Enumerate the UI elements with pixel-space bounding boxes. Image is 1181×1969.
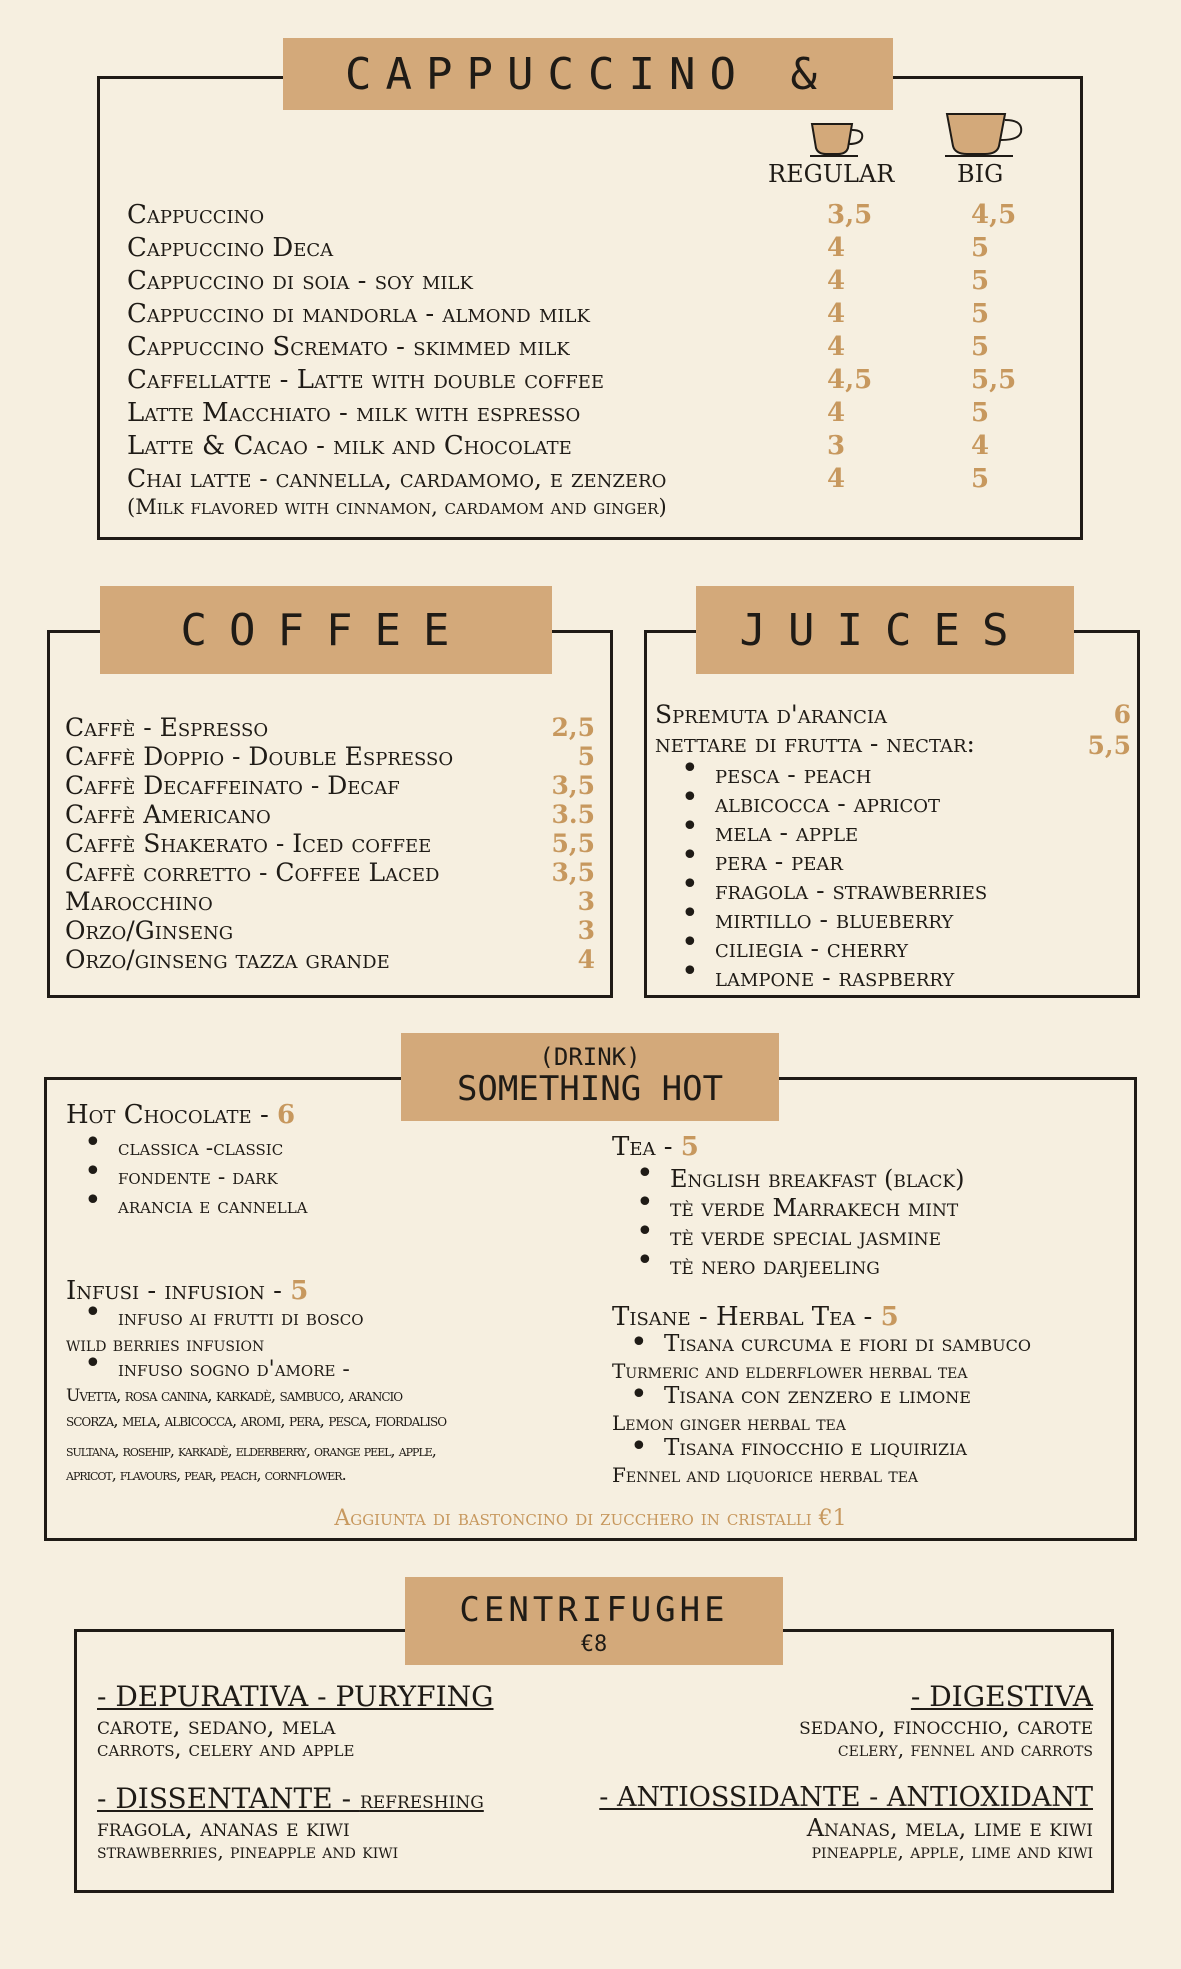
list-item: • tè verde special jasmine [670, 1223, 964, 1252]
list-item: Cappuccino di mandorla - almond milk [127, 299, 590, 329]
hot-chocolate-price: 6 [277, 1100, 296, 1130]
list-item: Cappuccino Deca [127, 233, 334, 263]
infusi-ingredients-it-2: scorza, mela, albicocca, aromi, pera, pesca, fiordaliso [66, 1411, 447, 1431]
centrifuga-ingredients-en: celery, fennel and carrots [837, 1737, 1093, 1761]
list-item: • lampone - raspberry [715, 963, 987, 992]
big-price: 5 [971, 233, 990, 263]
tisane-label: Tisane - Herbal Tea - 5 [612, 1302, 899, 1332]
list-item: Cappuccino [127, 200, 265, 230]
regular-price: 4 [827, 266, 846, 296]
list-item: • pera - pear [715, 847, 987, 876]
chai-note: (Milk flavored with cinnamon, cardamom and ginger) [127, 495, 667, 519]
tea-list [670, 1165, 964, 1281]
centrifughe-header [405, 1577, 783, 1665]
list-item: • albicocca - apricot [715, 789, 987, 818]
coffee-price: 5 [577, 742, 595, 771]
hot-chocolate-list [118, 1134, 308, 1221]
list-item: • pesca - peach [715, 760, 987, 789]
infusi-ingredients-it-1: Uvetta, rosa canina, karkadè, sambuco, arancio [66, 1386, 403, 1406]
hot-header-small: (DRINK) [539, 1043, 641, 1071]
regular-price: 4 [827, 398, 846, 428]
centrifuga-title: - DISSENTANTE - refreshing [97, 1782, 484, 1815]
list-item: Marocchino [65, 887, 213, 916]
regular-price: 4 [827, 233, 846, 263]
hot-header [401, 1033, 779, 1121]
infusi-item1-en: wild berries infusion [66, 1332, 265, 1356]
spremuta-price: 6 [1113, 700, 1131, 729]
centrifuga-ingredients-en: carrots, celery and apple [97, 1737, 355, 1762]
regular-price: 4 [827, 299, 846, 329]
centrifughe-price: €8 [580, 1632, 608, 1657]
nettare-label: nettare di frutta - nectar: [655, 729, 975, 758]
hot-header-title: SOMETHING HOT [456, 1069, 724, 1109]
list-item: • infuso ai frutti di bosco [118, 1306, 364, 1332]
tea-label: Tea - 5 [612, 1132, 699, 1162]
big-price: 5 [971, 398, 990, 428]
spremuta-label: Spremuta d'arancia [655, 700, 887, 729]
list-item: • fondente - dark [118, 1163, 308, 1192]
coffee-price: 3,5 [551, 771, 595, 800]
coffee-price: 5,5 [551, 829, 595, 858]
infusi-ingredients-en-2: apricot, flavours, pear, peach, cornflower. [66, 1465, 346, 1484]
big-price: 5 [971, 299, 990, 329]
list-item: Latte & Cacao - milk and Chocolate [127, 431, 572, 461]
big-price: 4,5 [971, 200, 1017, 230]
big-price: 5 [971, 332, 990, 362]
list-item: Caffè Americano [65, 800, 271, 829]
regular-price: 3 [827, 431, 846, 461]
list-item: • tè verde Marrakech mint [670, 1194, 964, 1223]
list-item: • Tisana curcuma e fiori di sambuco [664, 1331, 1031, 1357]
centrifuga-ingredients-it: carote, sedano, mela [97, 1712, 336, 1740]
coffee-price: 2,5 [551, 713, 595, 742]
centrifuga-ingredients-it: sedano, finocchio, carote [799, 1712, 1093, 1740]
coffee-price: 3 [577, 887, 595, 916]
big-price: 5 [971, 464, 990, 494]
big-cup-icon [943, 108, 1027, 158]
hot-chocolate-label: Hot Chocolate - 6 [66, 1100, 296, 1130]
juices-header: JUICES [696, 586, 1074, 674]
list-item: • infuso sogno d'amore - [118, 1357, 350, 1383]
tisane-list-1 [664, 1331, 1031, 1357]
regular-price: 4,5 [827, 365, 873, 395]
infusi-list-1 [118, 1306, 364, 1332]
col-regular-label: REGULAR [768, 160, 895, 188]
list-item: Caffè Decaffeinato - Decaf [65, 771, 400, 800]
regular-price: 3,5 [827, 200, 873, 230]
list-item: Cappuccino Scremato - skimmed milk [127, 332, 570, 362]
col-big-label: BIG [957, 160, 1004, 188]
list-item: Caffè - Espresso [65, 713, 269, 742]
regular-cup-icon [808, 118, 870, 158]
centrifuga-title: - ANTIOSSIDANTE - ANTIOXIDANT [599, 1782, 1093, 1813]
coffee-price: 4 [577, 945, 595, 974]
list-item: Caffellatte - Latte with double coffee [127, 365, 605, 395]
list-item: • Tisana con zenzero e limone [664, 1383, 971, 1409]
big-price: 5 [971, 266, 990, 296]
list-item: • fragola - strawberries [715, 876, 987, 905]
infusi-ingredients-en-1: sultana, rosehip, karkadè, elderberry, orange peel, apple, [66, 1441, 436, 1460]
hot-footer-note: Aggiunta di bastoncino di zucchero in cristalli €1 [334, 1506, 847, 1531]
list-item: • Tisana finocchio e liquirizia [664, 1435, 967, 1461]
tisane-list-3 [664, 1435, 967, 1461]
list-item: Caffè Doppio - Double Espresso [65, 742, 454, 771]
coffee-price: 3,5 [551, 858, 595, 887]
list-item: Caffè corretto - Coffee Laced [65, 858, 440, 887]
list-item: Orzo/Ginseng [65, 916, 234, 945]
list-item: Cappuccino di soia - soy milk [127, 266, 473, 296]
centrifuga-ingredients-it: Ananas, mela, lime e kiwi [806, 1814, 1093, 1842]
coffee-header: COFFEE [100, 586, 552, 674]
regular-price: 4 [827, 332, 846, 362]
list-item: Latte Macchiato - milk with espresso [127, 398, 581, 428]
infusi-price: 5 [290, 1276, 309, 1306]
tisane-1-en: Turmeric and elderflower herbal tea [612, 1359, 968, 1383]
tisane-price: 5 [880, 1302, 899, 1332]
list-item: • ciliegia - cherry [715, 934, 987, 963]
centrifuga-ingredients-en: strawberries, pineapple and kiwi [97, 1839, 399, 1863]
coffee-price: 3 [577, 916, 595, 945]
infusi-list-2 [118, 1357, 350, 1383]
list-item: Orzo/ginseng tazza grande [65, 945, 390, 974]
list-item: Chai latte - cannella, cardamomo, e zenzero [127, 464, 667, 493]
tisane-3-en: Fennel and liquorice herbal tea [612, 1463, 919, 1487]
coffee-price: 3.5 [551, 800, 595, 829]
centrifuga-ingredients-en: pineapple, apple, lime and kiwi [811, 1839, 1093, 1863]
tisane-list-2 [664, 1383, 971, 1409]
list-item: Caffè Shakerato - Iced coffee [65, 829, 432, 858]
infusi-label: Infusi - infusion - 5 [66, 1276, 309, 1306]
juice-flavor-list [715, 760, 987, 992]
centrifughe-title: CENTRIFUGHE [459, 1590, 729, 1630]
list-item: • English breakfast (black) [670, 1165, 964, 1194]
nettare-price: 5,5 [1087, 731, 1131, 760]
list-item: • mirtillo - blueberry [715, 905, 987, 934]
cappuccino-header: CAPPUCCINO & [283, 38, 893, 110]
tea-price: 5 [680, 1132, 699, 1162]
centrifuga-ingredients-it: fragola, ananas e kiwi [97, 1814, 350, 1842]
regular-price: 4 [827, 464, 846, 494]
big-price: 4 [971, 431, 990, 461]
tisane-2-en: Lemon ginger herbal tea [612, 1411, 846, 1435]
list-item: • mela - apple [715, 818, 987, 847]
big-price: 5,5 [971, 365, 1017, 395]
centrifuga-title: - DEPURATIVA - PURYFING [97, 1680, 494, 1713]
list-item: • tè nero darjeeling [670, 1252, 964, 1281]
list-item: • classica -classic [118, 1134, 308, 1163]
centrifuga-title: - DIGESTIVA [910, 1680, 1093, 1713]
list-item: • arancia e cannella [118, 1192, 308, 1221]
